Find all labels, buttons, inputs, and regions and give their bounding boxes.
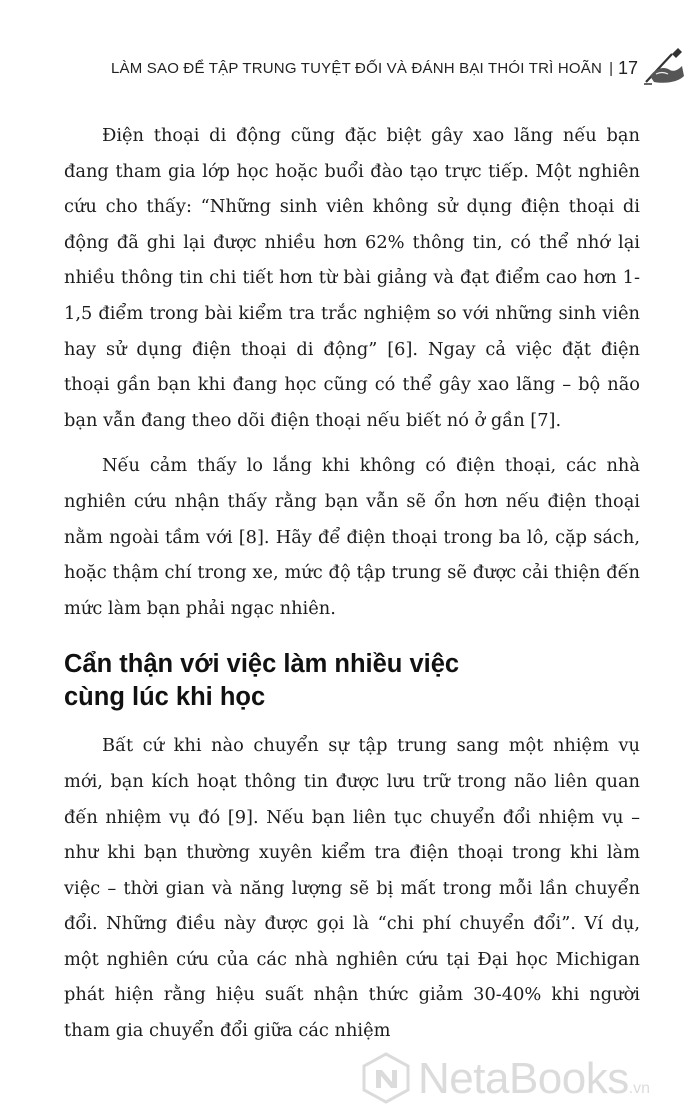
watermark-brand: NetaBooks — [418, 1054, 629, 1103]
netabooks-watermark — [360, 1048, 680, 1108]
section-heading: Cẩn thận với việc làm nhiều việc cùng lúc khi học — [64, 650, 460, 712]
body-paragraph-1: Điện thoại di động cũng đặc biệt gây xao lãng nếu bạn đang tham gia lớp học hoặc buổi đào tạo trực tiếp. Một nghiên cứu cho thấy: “Những sinh viên không sử dụng điện thoại di động đã ghi lại được nhiều hơn 62% thông tin, có thể nhớ lại nhiều thông tin chi tiết hơn từ bài giảng và đạt điểm cao hơn 1-1,5 điểm trong bài kiểm tra trắc nghiệm so với những sinh viên hay sử dụng điện thoại di động” [6]. Ngay cả việc đặt điện thoại gần bạn khi đang học cũng có thể gây xao lãng – bộ não bạn vẫn đang theo dõi điện thoại nếu biết nó ở gần [7]. — [64, 125, 640, 431]
watermark-suffix: .vn — [628, 1080, 651, 1097]
body-paragraph-3: Bất cứ khi nào chuyển sự tập trung sang một nhiệm vụ mới, bạn kích hoạt thông tin được lưu trữ trong não liên quan đến nhiệm vụ đó [9]. Nếu bạn liên tục chuyển đổi nhiệm vụ – như khi bạn thường xuyên kiểm tra điện thoại trong khi làm việc – thời gian và năng lượng sẽ bị mất trong mỗi lần chuyển đổi. Những điều này được gọi là “chi phí chuyển đổi”. Ví dụ, một nghiên cứu của các nhà nghiên cứu tại Đại học Michigan phát hiện rằng hiệu suất nhận thức giảm 30-40% khi người tham gia chuyển đổi giữa các nhiệm — [64, 735, 640, 1042]
netabooks-logo-icon — [360, 1052, 412, 1104]
watermark-text — [418, 1054, 650, 1104]
page-body — [64, 118, 640, 1049]
running-header — [0, 58, 700, 88]
page-number: 17 — [617, 58, 638, 78]
pen-hand-icon — [642, 46, 686, 86]
header-separator: | — [609, 60, 613, 77]
header-title: LÀM SAO ĐỂ TẬP TRUNG TUYỆT ĐỐI VÀ ĐÁNH BẠI THÓI TRÌ HOÃN — [110, 60, 602, 77]
body-paragraph-2: Nếu cảm thấy lo lắng khi không có điện thoại, các nhà nghiên cứu nhận thấy rằng bạn vẫn sẽ ổn hơn nếu điện thoại nằm ngoài tầm với [8]. Hãy để điện thoại trong ba lô, cặp sách, hoặc thậm chí trong xe, mức độ tập trung sẽ được cải thiện đến mức làm bạn phải ngạc nhiên. — [64, 455, 640, 619]
